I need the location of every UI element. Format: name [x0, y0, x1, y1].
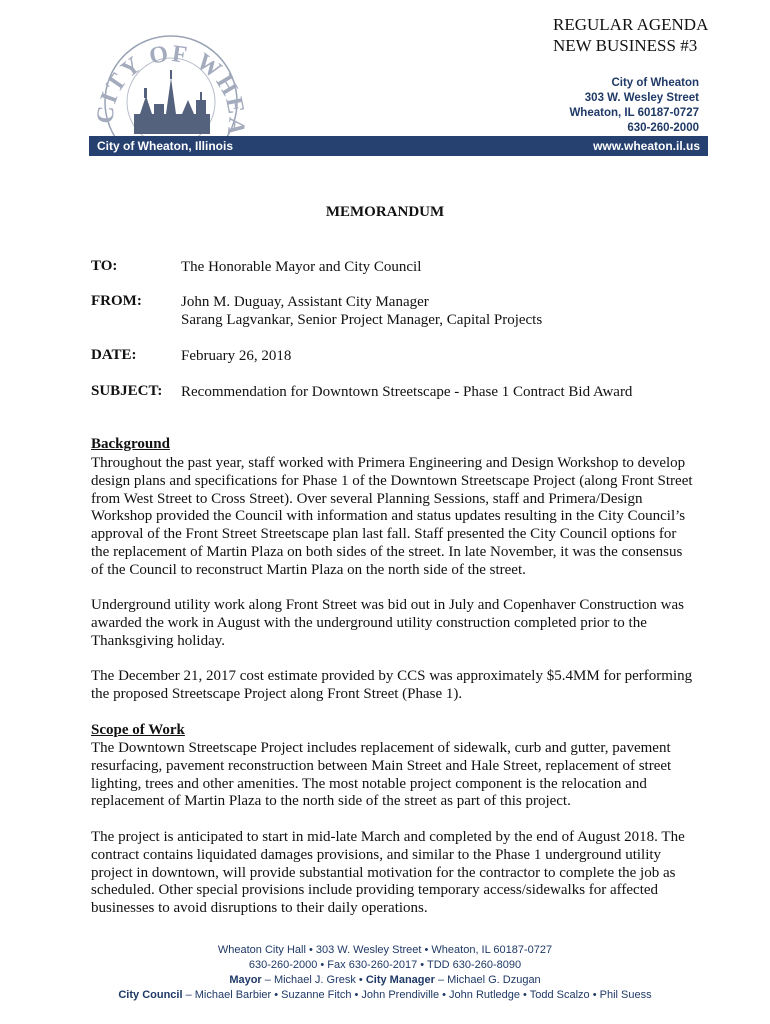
from-line-1: John M. Duguay, Assistant City Manager — [181, 294, 429, 310]
paragraph-line: of the Council to reconstruct Martin Plaza on the north side of the street. — [91, 561, 526, 578]
scope-paragraph-1 — [91, 740, 691, 811]
paragraph-line: resurfacing, pavement reconstruction between Main Street and Hale Street, replacement of street — [91, 757, 672, 774]
paragraph-line: replacement of Martin Plaza to the north side of the street as part of this project. — [91, 793, 571, 810]
footer-manager-label: City Manager — [365, 974, 435, 986]
footer-phones: 630-260-2000 • Fax 630-260-2017 • TDD 630-260-8090 — [248, 959, 522, 971]
paragraph-line: Underground utility work along Front Street was bid out in July and Copenhaver Construction was — [91, 597, 684, 613]
footer-council — [0, 988, 770, 1003]
svg-text:CITY OF WHEATON: ITY OF WH — [96, 40, 244, 107]
background-paragraph-1 — [91, 455, 691, 580]
paragraph-line: businesses to avoid disruptions to their daily operations. — [91, 900, 428, 917]
contact-street: 303 W. Wesley Street — [584, 92, 699, 104]
paragraph-line: Workshop provided the Council with information and status updates resulting in the City Council’s — [91, 508, 686, 525]
agenda-label — [553, 14, 708, 56]
contact-city: Wheaton, IL 60187-0727 — [569, 107, 699, 119]
paragraph-line: approval of the Front Street Streetscape plan last fall. Staff presented the City Council options for — [91, 526, 677, 543]
letterhead-website-link[interactable]: www.wheaton.il.us — [593, 139, 700, 153]
paragraph-line: the proposed Streetscape Project along Front Street (Phase 1). — [91, 685, 463, 702]
paragraph-line: The December 21, 2017 cost estimate provided by CCS was approximately $5.4MM for performing — [91, 668, 693, 684]
background-paragraph-3 — [91, 668, 691, 704]
scope-paragraph-2 — [91, 829, 691, 918]
contact-phone: 630-260-2000 — [627, 122, 699, 134]
paragraph-line: awarded the work in August with the underground utility construction completed prior to the — [91, 614, 647, 631]
paragraph-line: the replacement of Martin Plaza on both sides of the street. In late November, it was the consensus — [91, 543, 683, 560]
subject-label: SUBJECT: — [91, 383, 163, 399]
paragraph-line: from West Street to Cross Street). Over several Planning Sessions, staff and Primera/Design — [91, 490, 643, 507]
paragraph-line: The Downtown Streetscape Project includes replacement of sidewalk, curb and gutter, pavement — [91, 740, 671, 756]
from-values — [181, 293, 542, 329]
from-line-2: Sarang Lagvankar, Senior Project Manager, Capital Projects — [181, 312, 543, 328]
subject-value: Recommendation for Downtown Streetscape - Phase 1 Contract Bid Award — [181, 384, 633, 400]
background-heading: Background — [91, 436, 170, 452]
agenda-line-2: NEW BUSINESS #3 — [553, 36, 698, 55]
to-value: The Honorable Mayor and City Council — [181, 259, 422, 275]
background-paragraph-2 — [91, 597, 691, 650]
footer-manager-name: – Michael G. Dzugan — [434, 974, 541, 986]
agenda-line-1: REGULAR AGENDA — [553, 15, 709, 34]
paragraph-line: lighting, trees and other amenities. The most notable project component is the relocation and — [91, 775, 647, 792]
paragraph-line: scheduled. Other special provisions include providing temporary access/sidewalks for affected — [91, 882, 659, 899]
contact-org: City of Wheaton — [611, 77, 699, 89]
scope-heading: Scope of Work — [91, 722, 185, 738]
paragraph-line: Thanksgiving holiday. — [91, 632, 226, 649]
from-label: FROM: — [91, 293, 142, 309]
date-label: DATE: — [91, 347, 137, 363]
memo-title: MEMORANDUM — [325, 204, 445, 220]
footer-officials — [0, 973, 770, 988]
footer-council-names: – Michael Barbier • Suzanne Fitch • John Prendiville • John Rutledge • Todd Scalzo • Phil Suess — [182, 989, 652, 1001]
paragraph-line: The project is anticipated to start in mid-late March and completed by the end of August 2018. The — [91, 829, 685, 845]
footer-mayor-label: Mayor — [229, 974, 262, 986]
footer-address: Wheaton City Hall • 303 W. Wesley Street • Wheaton, IL 60187-0727 — [217, 944, 553, 956]
paragraph-line: contract contains liquidated damages provisions, and similar to the Phase 1 underground utility — [91, 846, 662, 863]
footer-council-label: City Council — [118, 989, 183, 1001]
city-seal-logo — [96, 30, 246, 140]
city-contact-block — [569, 76, 699, 136]
footer-mayor-name: – Michael J. Gresk • — [261, 974, 366, 986]
letterhead-city-name: City of Wheaton, Illinois — [97, 139, 233, 153]
paragraph-line: design plans and specifications for Phase 1 of the Downtown Streetscape Project (along Front Street — [91, 472, 693, 489]
to-label: TO: — [91, 258, 118, 274]
date-value: February 26, 2018 — [181, 348, 292, 364]
paragraph-line: Throughout the past year, staff worked with Primera Engineering and Design Workshop to develop — [91, 455, 686, 471]
paragraph-line: project in downtown, will provide substantial motivation for the contractor to complete the job as — [91, 864, 676, 881]
